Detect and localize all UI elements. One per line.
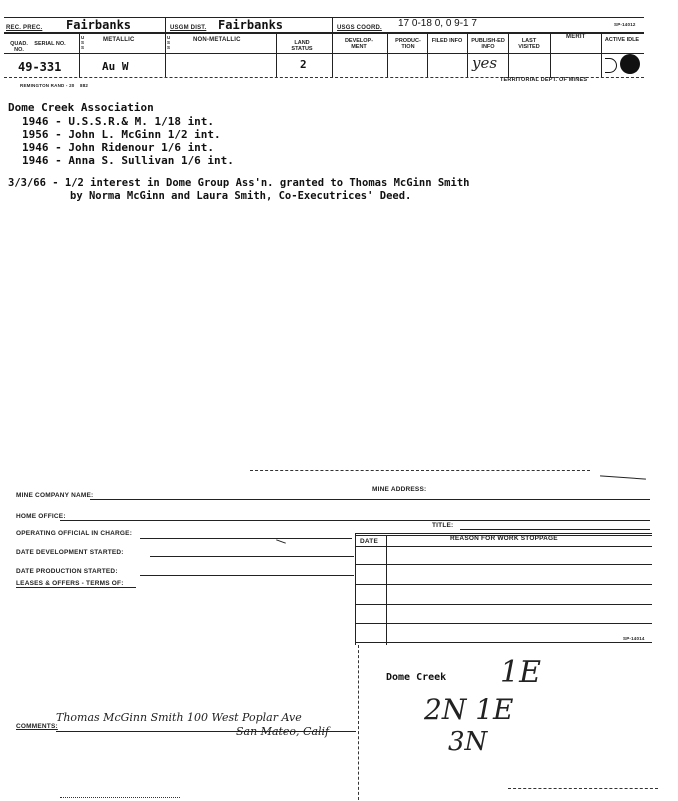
quad-serial-value: 49-331	[18, 60, 62, 74]
col-production: PRODUC-TION	[395, 38, 421, 50]
col-quad-no: QUAD. NO.	[10, 41, 28, 53]
owner-line-2: 1956 - John L. McGinn 1/2 int.	[22, 128, 221, 141]
home-office-label: HOME OFFICE:	[16, 513, 66, 520]
col-u2: U S S	[167, 35, 171, 50]
territorial-dept: TERRITORIAL DEPT. OF MINES	[500, 77, 588, 83]
comments-handwriting-1: Thomas McGinn Smith 100 West Poplar Ave	[56, 711, 302, 724]
mine-address-label: MINE ADDRESS:	[372, 486, 427, 493]
card-maker: REMINGTON RAND - 20	[20, 83, 75, 88]
col-non-metallic: NON-METALLIC	[193, 37, 241, 43]
usgm-dist-value: Fairbanks	[218, 18, 284, 32]
entry-line-1: 3/3/66 - 1/2 interest in Dome Group Ass'n. granted to Thomas McGinn Smith	[8, 177, 470, 189]
usgs-coord-label: USGS COORD.	[337, 25, 382, 31]
land-status-value: 2	[300, 58, 307, 71]
date-production-label: DATE PRODUCTION STARTED:	[16, 568, 118, 575]
usgs-coord-value: 17 0-18 0, 0 9-1 7	[398, 18, 477, 29]
location-typed: Dome Creek	[386, 672, 447, 683]
entry-line-2: by Norma McGinn and Laura Smith, Co-Executrices' Deed.	[70, 190, 412, 202]
col-merit: MERIT	[566, 34, 586, 40]
handwritten-3n: 3N	[448, 727, 488, 757]
date-col-label: DATE	[360, 538, 379, 545]
published-info-value: yes	[472, 54, 498, 72]
col-last-visited: LAST VISITED	[518, 38, 540, 50]
title-label: TITLE:	[432, 522, 454, 529]
form-number-top: SP-14012	[614, 22, 636, 27]
reason-col-label: REASON FOR WORK STOPPAGE	[450, 535, 558, 542]
usgm-dist-label: USGM DIST.	[170, 25, 207, 31]
metallic-value: Au W	[102, 60, 129, 73]
col-u: U S S	[81, 35, 85, 50]
date-development-label: DATE DEVELOPMENT STARTED:	[16, 549, 124, 556]
col-filed-info: FILED INFO	[431, 38, 463, 44]
handwritten-2n-1e: 2N 1E	[424, 693, 514, 726]
idle-indicator-icon	[605, 58, 617, 73]
handwritten-1e-top: 1E	[500, 655, 541, 690]
comments-handwriting-2: San Mateo, Calif	[236, 725, 330, 738]
comments-label: COMMENTS:	[16, 723, 58, 730]
col-development: DEVELOP-MENT	[344, 38, 374, 50]
form-number-bottom: SP-14014	[623, 636, 645, 641]
col-active-idle: ACTIVE IDLE	[604, 37, 640, 43]
owner-line-4: 1946 - Anna S. Sullivan 1/6 int.	[22, 154, 234, 167]
mine-company-name-label: MINE COMPANY NAME:	[16, 492, 94, 499]
operating-official-label: OPERATING OFFICIAL IN CHARGE:	[16, 530, 133, 537]
col-serial-no: SERIAL NO.	[34, 41, 66, 47]
association-title: Dome Creek Association	[8, 101, 154, 114]
card-code: 882	[80, 83, 89, 88]
leases-offers-label: LEASES & OFFERS - TERMS OF:	[16, 580, 124, 587]
owner-line-3: 1946 - John Ridenour 1/6 int.	[22, 141, 215, 154]
active-indicator-icon	[620, 54, 640, 74]
rec-prec-label: REC. PREC.	[6, 25, 43, 31]
col-land-status: LAND STATUS	[291, 40, 313, 52]
col-metallic: METALLIC	[103, 37, 135, 43]
owner-line-1: 1946 - U.S.S.R.& M. 1/18 int.	[22, 115, 215, 128]
rec-prec-value: Fairbanks	[66, 18, 132, 32]
col-published-info: PUBLISH-ED INFO	[471, 38, 505, 50]
